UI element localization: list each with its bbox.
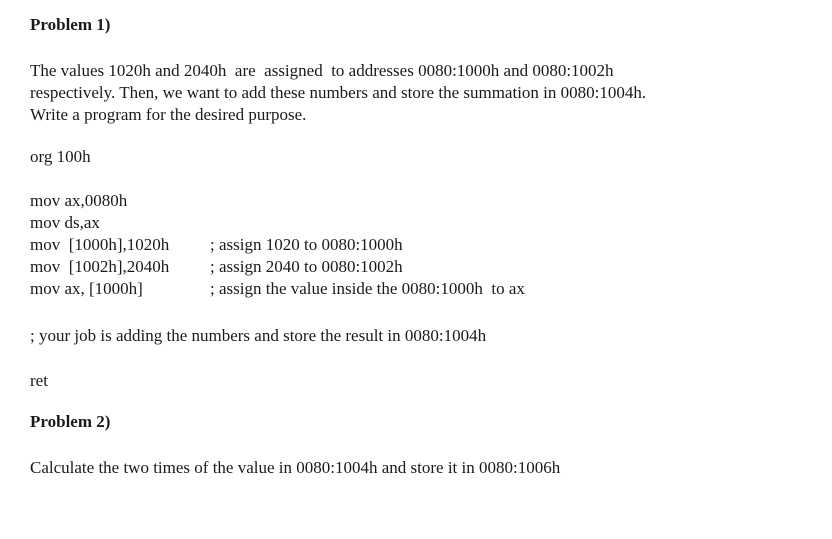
code-org-directive: org 100h (30, 147, 91, 166)
code-instruction: mov [1000h],1020h (30, 235, 170, 254)
problem-1-description-line-2: respectively. Then, we want to add these numbers and store the summation in 0080:1004h. (30, 83, 647, 102)
code-row (30, 212, 100, 234)
code-ret-instruction: ret (30, 371, 48, 390)
problem-1-description-line-3: Write a program for the desired purpose. (30, 105, 307, 124)
code-row (30, 278, 525, 300)
code-instruction: mov [1002h],2040h (30, 257, 170, 276)
code-row (30, 256, 403, 278)
code-comment: ; assign 1020 to 0080:1000h (210, 235, 403, 254)
code-row (30, 234, 403, 256)
problem-1-description-line-1: The values 1020h and 2040h are assigned to addresses 0080:1000h and 0080:1002h (30, 61, 614, 80)
problem-2-description: Calculate the two times of the value in 0080:1004h and store it in 0080:1006h (30, 458, 561, 477)
code-task-comment: ; your job is adding the numbers and store the result in 0080:1004h (30, 326, 487, 345)
code-instruction: mov ax, [1000h] (30, 279, 143, 298)
code-instruction: mov ds,ax (30, 213, 100, 232)
problem-1-heading: Problem 1) (30, 15, 111, 34)
code-row (30, 190, 128, 212)
code-comment: ; assign 2040 to 0080:1002h (210, 257, 403, 276)
code-comment: ; assign the value inside the 0080:1000h to ax (210, 279, 525, 298)
code-instruction: mov ax,0080h (30, 191, 128, 210)
problem-2-heading: Problem 2) (30, 412, 111, 431)
